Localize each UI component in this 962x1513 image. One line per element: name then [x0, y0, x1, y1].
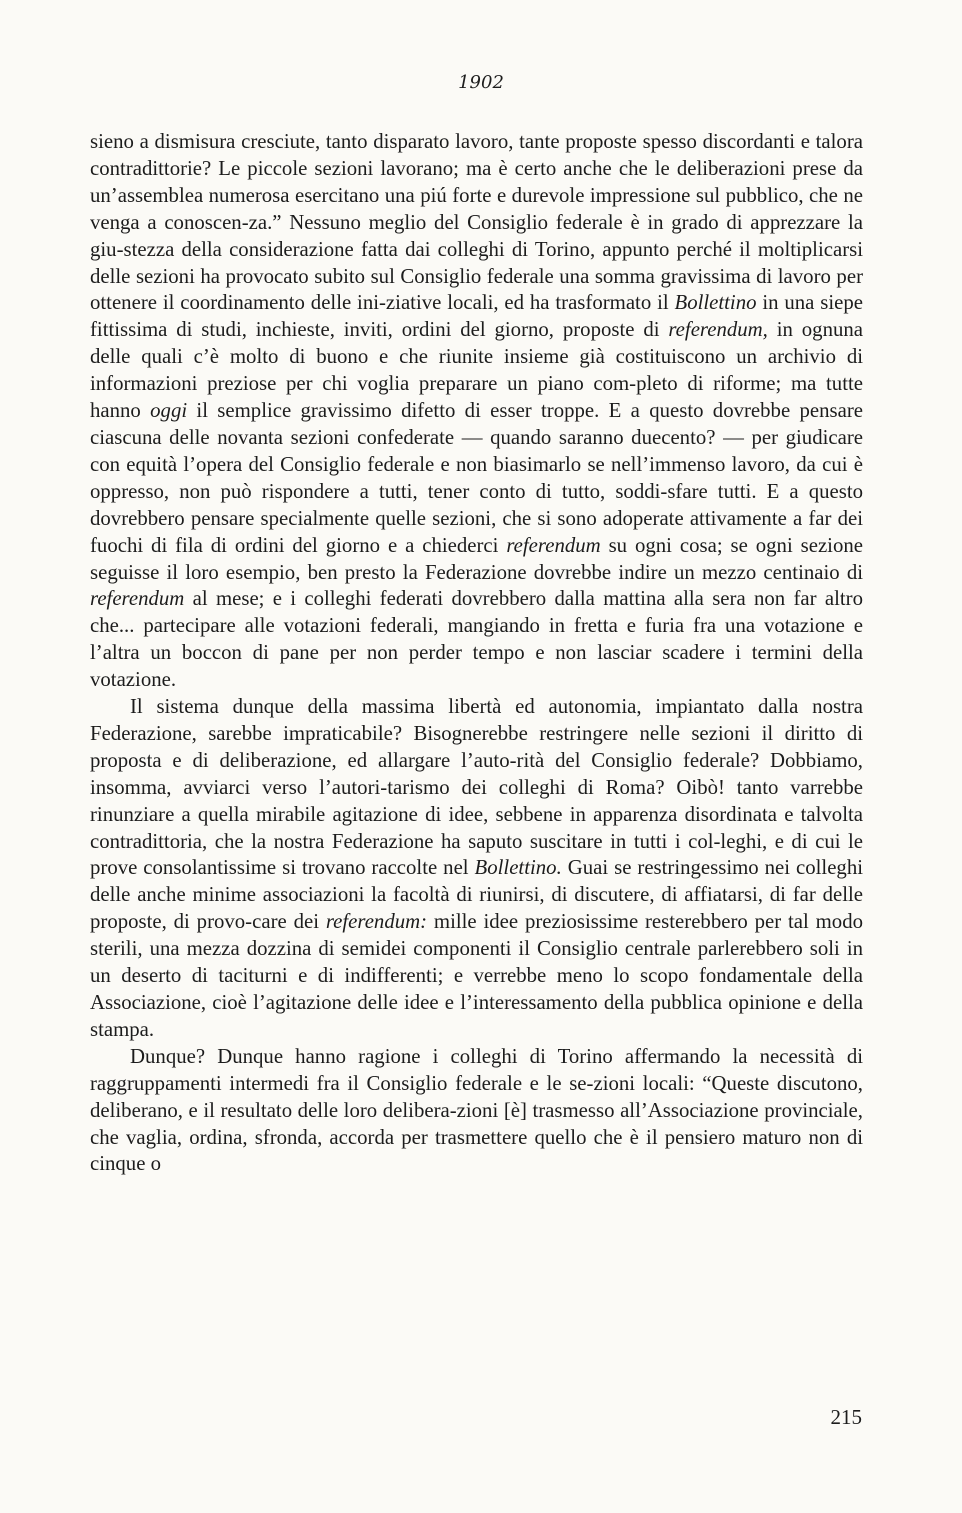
- italic-term: referendum,: [668, 318, 768, 342]
- text-run: il semplice gravissimo difetto di esser troppe. E a questo dovrebbe pensare ciascuna delle novanta sezioni confederate — quando saranno duecento? — per giudicare con equità l’opera del Consiglio federale e non biasimarlo se nell’immenso lavoro, da cui è oppresso, non può rispondere a tutti, tener conto di tutto, soddi-sfare tutti. E a questo dovrebbero pensare specialmente quelle sezioni, che si sono adoperate attivamente a far dei fuochi di fila di ordini del giorno e a chiederci: [90, 399, 863, 557]
- italic-term: referendum: [90, 587, 185, 611]
- text-run: Il sistema dunque della massima libertà ed autonomia, impiantato dalla nostra Federazione, sarebbe impraticabile? Bisognerebbe restringere nelle sezioni il diritto di proposta e di deliberazione, ed allargare l’auto-rità del Consiglio federale? Dobbiamo, insomma, avviarci verso l’autori-tarismo dei colleghi di Roma? Oibò! tanto varrebbe rinunziare a quella mirabile agitazione di idee, sebbene in apparenza disordinata e talvolta contradittoria, che la nostra Federazione ha saputo suscitare in tutti i col-leghi, e di cui le prove consolantissime si trovano raccolte nel: [90, 695, 863, 880]
- body-text: [90, 129, 863, 1178]
- paragraph-3: [90, 1044, 863, 1179]
- running-head-year: 1902: [458, 72, 504, 93]
- italic-term: oggi: [150, 399, 188, 423]
- text-run: Guai se restringessimo nei colleghi delle anche minime associazioni la facoltà di riunirsi, di discutere, di affiatarsi, di far delle proposte, di provo-care dei: [90, 856, 863, 934]
- text-run: Dunque? Dunque hanno ragione i colleghi di Torino affermando la necessità di raggruppamenti intermedi fra il Consiglio federale e le se-zioni locali: “Queste discutono, deliberano, e il resultato delle loro delibera-zioni [è] trasmesso all’Associazione provinciale, che vaglia, ordina, sfronda, accorda per trasmettere quello che è il pensiero maturo non di cinque o: [90, 1044, 863, 1176]
- italic-term: Bollettino.: [474, 856, 562, 880]
- page-number: 215: [830, 1405, 862, 1429]
- italic-term: referendum: [506, 533, 601, 557]
- text-run: mille idee preziosissime resterebbero per tal modo sterili, una mezza dozzina di semidei componenti il Consiglio centrale parlerebbero soli in un deserto di taciturni e di indifferenti; e verrebbe meno lo scopo fondamentale della Associazione, cioè l’agitazione delle idee e l’interessamento della pubblica opinione e della stampa.: [90, 910, 863, 1041]
- italic-term: referendum:: [325, 910, 428, 934]
- text-run: in una siepe fittissima di studi, inchieste, inviti, ordini del giorno, proposte di: [90, 291, 863, 342]
- paragraph-1: [90, 129, 863, 694]
- paragraph-2: [90, 694, 863, 1044]
- text-run: su ogni cosa; se ogni sezione seguisse il loro esempio, ben presto la Federazione dovrebbe indire un mezzo centinaio di: [90, 533, 863, 584]
- text-run: al mese; e i colleghi federati dovrebbero dalla mattina alla sera non far altro che... partecipare alle votazioni federali, mangiando in fretta e furia fra una votazione e l’altra un boccon di pane per non perder tempo e non lasciar scadere i termini della votazione.: [90, 587, 863, 692]
- text-run: in ognuna delle quali c’è molto di buono e che riunite insieme già costituiscono un archivio di informazioni preziose per chi voglia preparare un piano com-pleto di riforme; ma tutte hanno: [90, 318, 863, 423]
- text-run: sieno a dismisura cresciute, tanto disparato lavoro, tante proposte spesso discordanti e talora contradittorie? Le piccole sezioni lavorano; ma è certo anche che le deliberazioni prese da un’assemblea numerosa esercitano una piú forte e durevole impressione sul pubblico, che ne venga a conoscen-za.” Nessuno meglio del Consiglio federale è in grado di apprezzare la giu-stezza della considerazione fatta dai colleghi di Torino, appunto perché il moltiplicarsi delle sezioni ha provocato subito sul Consiglio federale una somma gravissima di lavoro per ottenere il coordinamento delle ini-ziative locali, ed ha trasformato il: [90, 130, 863, 315]
- italic-term: Bollettino: [674, 291, 757, 315]
